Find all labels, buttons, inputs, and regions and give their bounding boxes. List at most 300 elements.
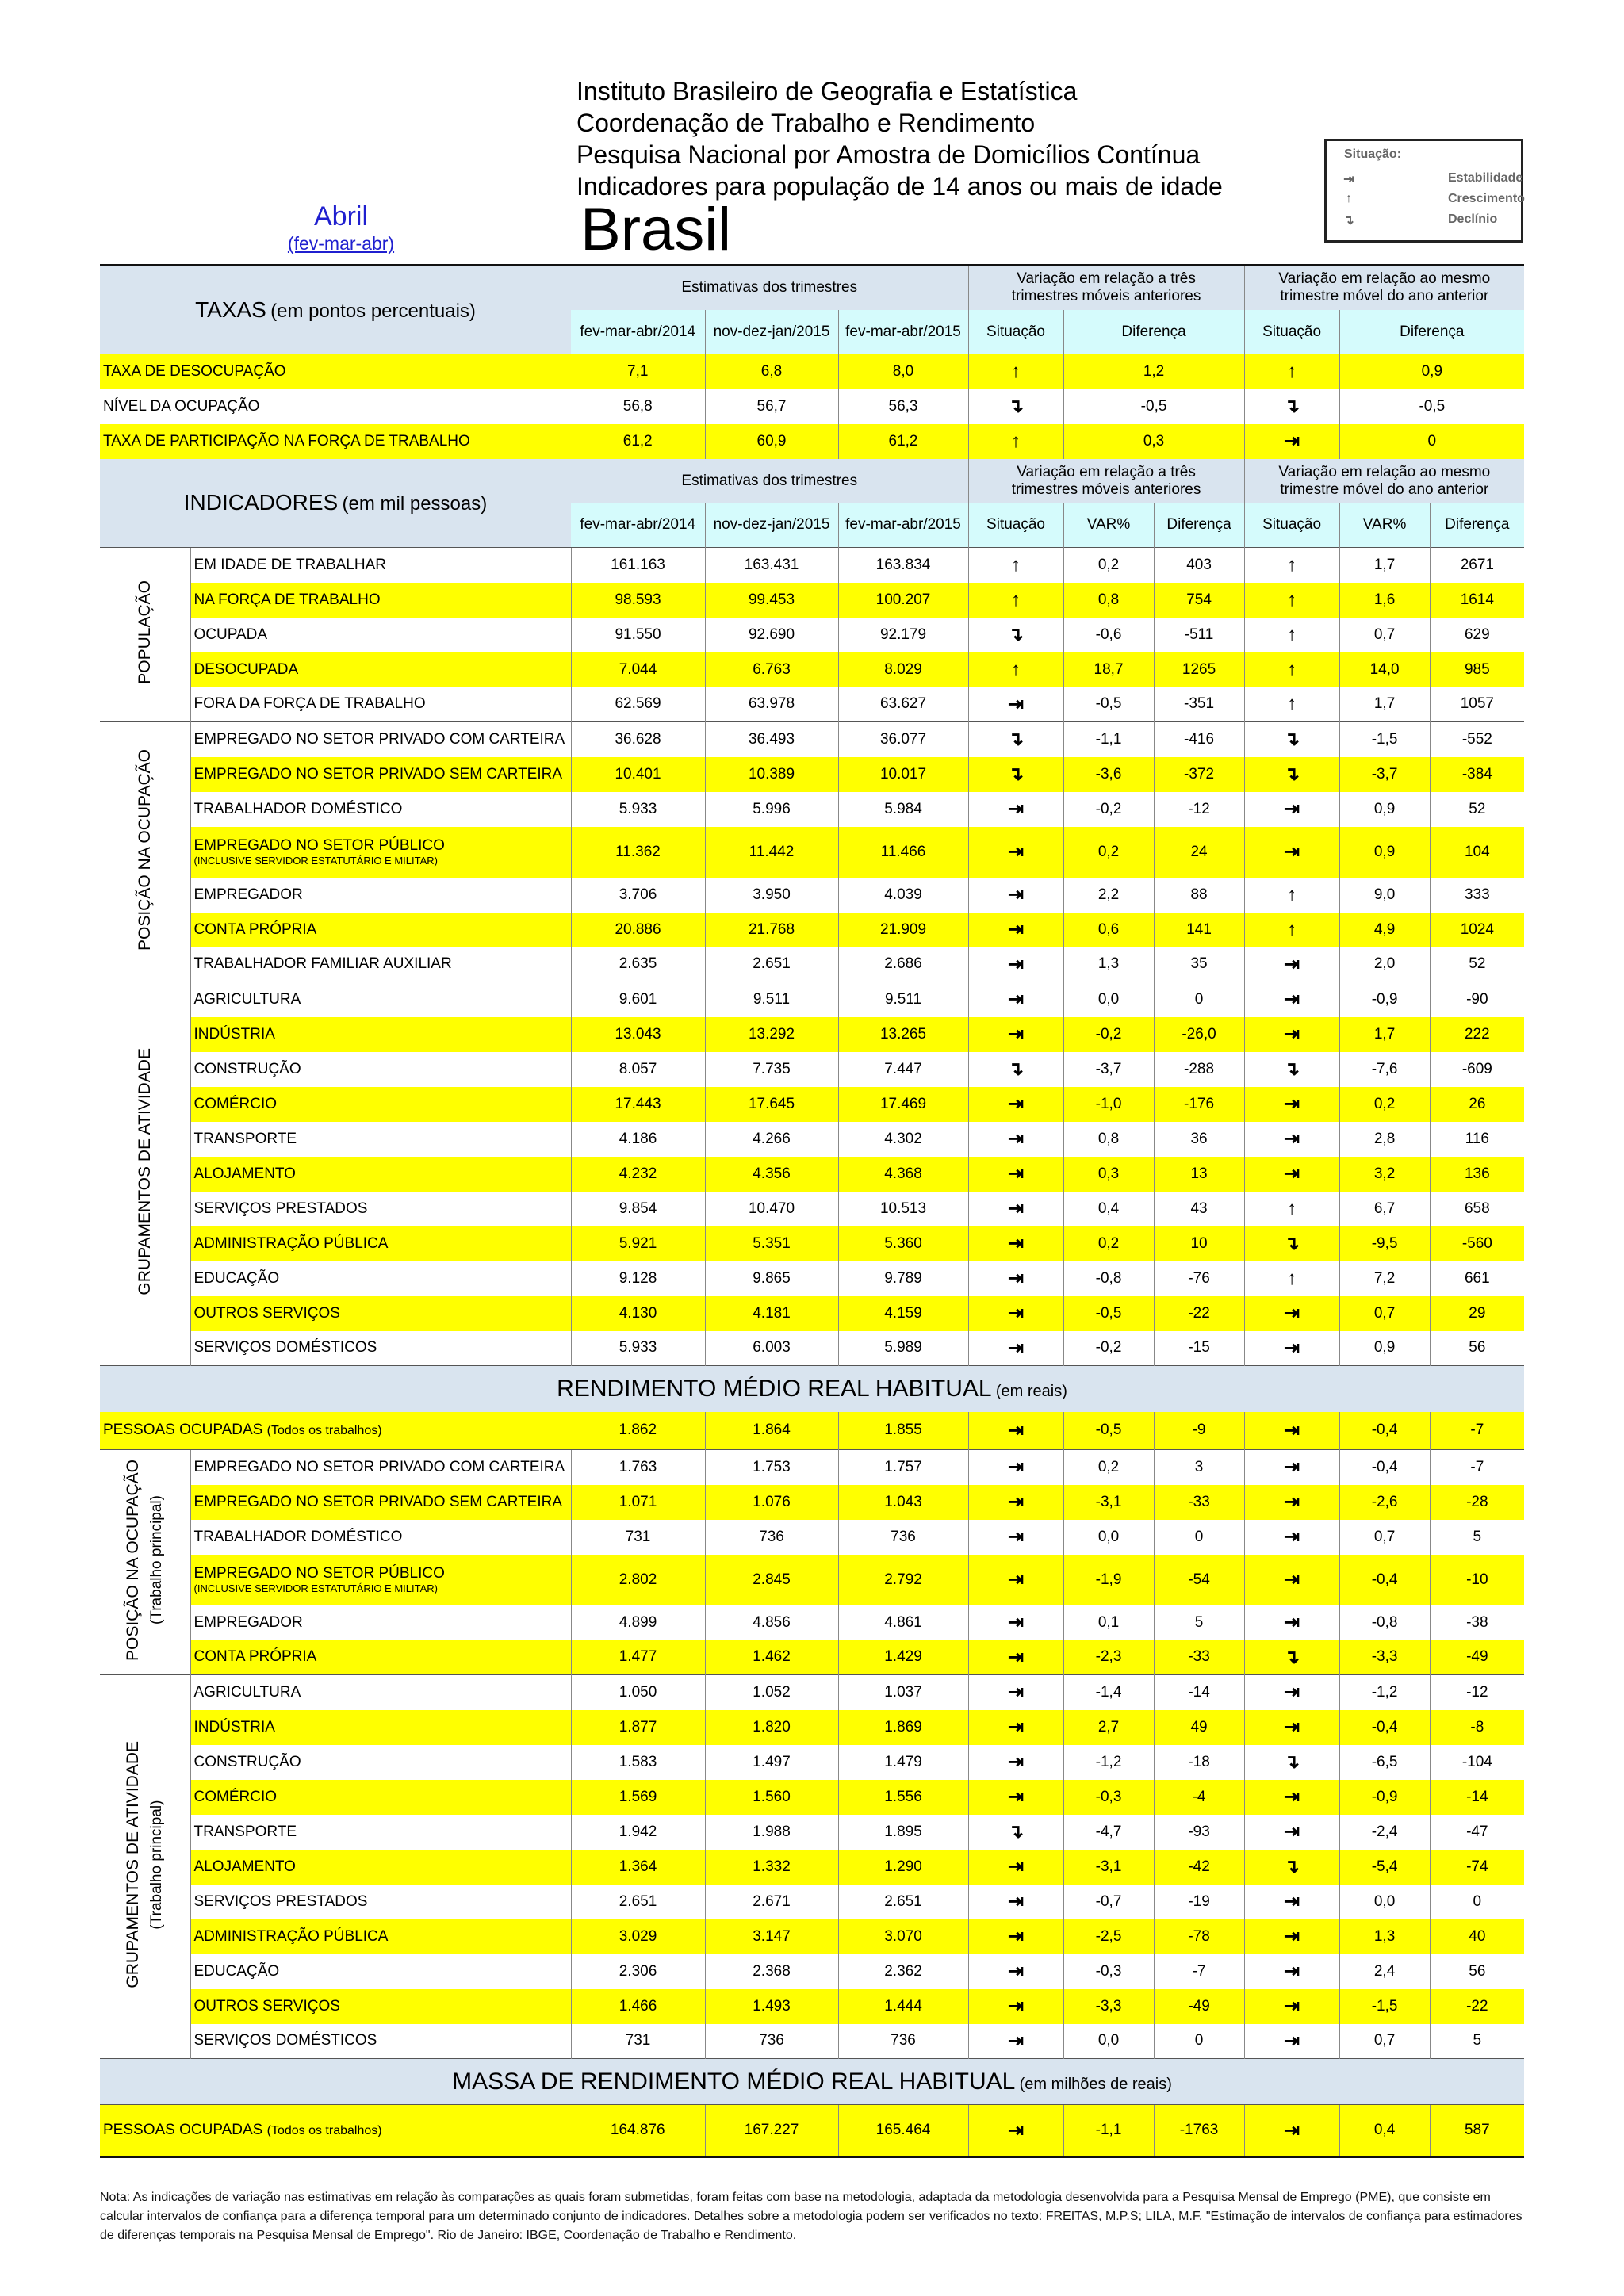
value-cell: 3,2 [1339,1157,1430,1192]
situation-cell [1244,583,1339,618]
group-label [121,1741,169,1988]
value-cell: 100.207 [838,583,968,618]
row-label [190,1989,571,2024]
row-label-text: SERVIÇOS PRESTADOS [193,1892,368,1910]
value-cell: 0,0 [1063,982,1154,1017]
situation-icon: ↑ [1011,553,1021,576]
value-cell: -288 [1154,1052,1244,1087]
data-row [100,827,1524,878]
data-row [100,583,1524,618]
row-label [190,1885,571,1919]
value-cell: 0,9 [1339,1331,1430,1366]
situation-cell [1244,687,1339,722]
value-cell: 5 [1154,1605,1244,1640]
row-label-sub: (INCLUSIVE SERVIDOR ESTATUTÁRIO E MILITAR) [193,854,438,867]
value-cell: 136 [1430,1157,1524,1192]
data-row [100,1296,1524,1331]
row-label-text: CONTA PRÓPRIA [193,920,317,938]
rendimento-section-cell [100,1366,1524,1412]
varano-header-line: Variação em relação ao mesmo [1278,270,1491,288]
value-cell: -12 [1154,792,1244,827]
situation-icon: ⇥ [1284,1996,1300,2017]
data-row [100,1745,1524,1780]
row-label-text: CONSTRUÇÃO [193,1753,301,1770]
situation-icon: ⇥ [1284,1682,1300,1704]
value-cell: -14 [1154,1675,1244,1710]
value-cell: 2,7 [1063,1710,1154,1745]
situation-icon: ⇥ [1284,1612,1300,1633]
value-cell: 0 [1154,982,1244,1017]
value-cell: 9.601 [571,982,705,1017]
row-label-text: OUTROS SERVIÇOS [193,1304,340,1322]
taxa-row [100,354,1524,389]
indicadores-title: INDICADORES [183,490,339,515]
value-cell: 1.050 [571,1675,705,1710]
value-cell: -0,7 [1063,1885,1154,1919]
situation-cell [968,1640,1063,1675]
value-cell: 1.862 [571,1412,705,1450]
value-cell: 5.984 [838,792,968,827]
value-cell: -49 [1154,1989,1244,2024]
row-label-text: SERVIÇOS DOMÉSTICOS [193,1339,377,1357]
situation-header: Situação [968,503,1063,548]
taxas-title: TAXAS [195,297,266,323]
value-cell: -2,3 [1063,1640,1154,1675]
value-cell: 0,2 [1339,1087,1430,1122]
value-cell: 4.266 [705,1122,838,1157]
situation-icon: ↴ [1284,763,1300,785]
value-cell: -1,2 [1063,1745,1154,1780]
value-cell: 1.556 [838,1780,968,1815]
value-cell: 1.583 [571,1745,705,1780]
row-label: TAXA DE PARTICIPAÇÃO NA FORÇA DE TRABALHO [100,424,571,459]
value-cell: -0,4 [1339,1450,1430,1485]
value-cell: -90 [1430,982,1524,1017]
value-cell: 0,7 [1339,618,1430,652]
situation-cell [1244,618,1339,652]
data-row [100,548,1524,583]
situation-cell [1244,1815,1339,1850]
value-cell: 52 [1430,792,1524,827]
value-cell: 7.735 [705,1052,838,1087]
value-cell: 1.043 [838,1485,968,1520]
situation-icon: ↴ [1284,396,1300,417]
situation-icon: ↑ [1287,623,1297,645]
value-cell: -1,5 [1339,1989,1430,2024]
situation-icon: ⇥ [1007,1751,1025,1773]
legend-item-growth [1341,192,1525,209]
group-label [133,1048,157,1295]
situation-cell [968,548,1063,583]
month-label: Abril [313,201,369,232]
value-cell: -1763 [1154,2105,1244,2157]
value-cell: 92.179 [838,618,968,652]
situation-cell [1244,1989,1339,2024]
situation-cell [1244,1850,1339,1885]
value-cell: 43 [1154,1192,1244,1226]
row-label [190,1780,571,1815]
situation-icon: ↴ [1007,396,1025,417]
value-cell: -3,1 [1063,1850,1154,1885]
value-cell: -0,8 [1339,1605,1430,1640]
value-cell: -22 [1430,1989,1524,2024]
situation-cell [1244,792,1339,827]
value-cell: 40 [1430,1919,1524,1954]
situation-legend [1324,139,1523,243]
value-cell: 0,2 [1063,1226,1154,1261]
value-cell: 13.292 [705,1017,838,1052]
group-label-sub: (Trabalho principal) [147,1800,165,1929]
value-cell: 0,2 [1063,548,1154,583]
situation-icon: ⇥ [1284,2119,1300,2141]
situation-icon: ⇥ [1284,1128,1300,1150]
row-label [190,1850,571,1885]
situation-icon: ↴ [1007,624,1025,645]
row-label-text: ALOJAMENTO [193,1165,296,1182]
varano-header-line: trimestre móvel do ano anterior [1280,288,1489,305]
difference-header: Diferença [1339,310,1524,354]
value-cell: 587 [1430,2105,1524,2157]
value-cell: 161.163 [571,548,705,583]
estimates-header: Estimativas dos trimestres [571,266,968,310]
situation-icon: ⇥ [1284,1926,1300,1947]
value-cell: 21.768 [705,913,838,947]
situation-cell [968,792,1063,827]
value-cell: -2,4 [1339,1815,1430,1850]
value-cell: -15 [1154,1331,1244,1366]
situation-cell [968,1226,1063,1261]
taxas-title-cell [100,266,571,354]
value-cell: -552 [1430,722,1524,757]
situation-cell [968,1052,1063,1087]
row-label-text: EDUCAÇÃO [193,1269,280,1287]
value-cell: 5.360 [838,1226,968,1261]
value-cell: 10.470 [705,1192,838,1226]
situation-cell [968,722,1063,757]
situation-cell [968,424,1063,459]
value-cell: 8.029 [838,652,968,687]
row-label [190,1192,571,1226]
value-cell: 1,6 [1339,583,1430,618]
situation-icon: ⇥ [1007,1682,1025,1704]
value-cell: 36 [1154,1122,1244,1157]
group-label-text: POSIÇÃO NA OCUPAÇÃO [123,1459,142,1661]
value-cell: -560 [1430,1226,1524,1261]
row-label [190,1017,571,1052]
value-cell: -0,9 [1339,1780,1430,1815]
value-cell: -26,0 [1154,1017,1244,1052]
value-cell: 5.933 [571,1331,705,1366]
situation-icon: ⇥ [1284,798,1300,820]
situation-cell [1244,757,1339,792]
value-cell: -1,1 [1063,722,1154,757]
value-cell: 0,8 [1063,1122,1154,1157]
value-cell: 7,2 [1339,1261,1430,1296]
situation-cell [1244,947,1339,982]
situation-icon: ⇥ [1007,1024,1025,1045]
varano-header [1244,459,1524,503]
value-cell: 1.290 [838,1850,968,1885]
situation-cell [1244,1017,1339,1052]
row-label-text: OUTROS SERVIÇOS [193,1997,340,2015]
value-cell: -3,7 [1063,1052,1154,1087]
row-label-text: TRABALHADOR DOMÉSTICO [193,1528,403,1545]
value-cell: -19 [1154,1885,1244,1919]
value-cell: 13.265 [838,1017,968,1052]
row-label-text: SERVIÇOS PRESTADOS [193,1200,368,1217]
data-row [100,1780,1524,1815]
value-cell: 11.362 [571,827,705,878]
situation-icon: ↴ [1007,763,1025,785]
situation-icon: ⇥ [1007,1856,1025,1877]
value-cell: 1.466 [571,1989,705,2024]
situation-icon: ↑ [1287,658,1297,680]
row-label [190,652,571,687]
value-cell: -351 [1154,687,1244,722]
value-cell: 0,2 [1063,827,1154,878]
value-cell: 9.128 [571,1261,705,1296]
value-cell: 5 [1430,2024,1524,2059]
situation-icon: ⇥ [1284,841,1300,863]
value-cell: -416 [1154,722,1244,757]
value-cell: 5.989 [838,1331,968,1366]
situation-icon: ⇥ [1007,1716,1025,1738]
value-cell: 26 [1430,1087,1524,1122]
value-cell: 0 [1154,2024,1244,2059]
row-label [190,1087,571,1122]
value-cell: -8 [1430,1710,1524,1745]
var3-header [968,459,1244,503]
value-cell: 36.493 [705,722,838,757]
difference-header: Diferença [1154,503,1244,548]
group-label-text: GRUPAMENTOS DE ATIVIDADE [135,1047,154,1295]
situation-icon: ⇥ [1284,2030,1300,2052]
value-cell: -2,5 [1063,1919,1154,1954]
legend-title: Situação: [1344,147,1402,161]
situation-icon: ⇥ [1007,1419,1025,1441]
massa-section [100,2059,1524,2105]
value-cell: 1057 [1430,687,1524,722]
table-body [100,266,1524,2157]
value-cell: -1,0 [1063,1087,1154,1122]
value-cell: 9.854 [571,1192,705,1226]
value-cell: -18 [1154,1745,1244,1780]
value-cell: 63.627 [838,687,968,722]
value-cell: 1.988 [705,1815,838,1850]
situation-header: Situação [968,310,1063,354]
value-cell: 333 [1430,878,1524,913]
row-label-text: ALOJAMENTO [193,1858,296,1875]
methodology-note: Nota: As indicações de variação nas estimativas em relação às comparações as quais foram submetidas, foram feitas com base na metodologia, adaptada da metodologia desenvolvida para a Pesquisa Mensal de Emprego (PME), que consiste em calcular intervalos de confiança para a diferença temporal para um determinado conjunto de indicadores. Detalhes sobre a metodologia podem ser verificados no texto: FREITAS, M.P.S; LILA, M.F. "Estimação de intervalos de confiança para estimadores de diferenças temporais na Pesquisa Mensal de Emprego". Rio de Janeiro: IBGE, Coordenação de Trabalho e Rendimento. [100,2191,1522,2242]
situation-icon: ⇥ [1007,1303,1025,1324]
value-cell: -0,5 [1063,1296,1154,1331]
row-label [190,1919,571,1954]
value-cell: 29 [1430,1296,1524,1331]
value-cell: 3.070 [838,1919,968,1954]
situation-icon: ⇥ [1007,1612,1025,1633]
value-cell: 2.635 [571,947,705,982]
value-cell: 731 [571,1520,705,1555]
situation-icon: ↑ [1011,430,1021,452]
group-label-text: POPULAÇÃO [135,580,154,684]
row-label [190,2024,571,2059]
data-row [100,1919,1524,1954]
situation-cell [1244,1640,1339,1675]
value-cell: 0,7 [1339,1296,1430,1331]
situation-icon: ⇥ [1007,1128,1025,1150]
value-cell: 24 [1154,827,1244,878]
value-cell: 17.469 [838,1087,968,1122]
value-cell: 8.057 [571,1052,705,1087]
situation-cell [1244,1605,1339,1640]
value-cell: 1.763 [571,1450,705,1485]
value-cell: 9,0 [1339,878,1430,913]
row-label-text: PESSOAS OCUPADAS [103,1422,263,1439]
value-cell: 5.996 [705,792,838,827]
row-label [190,1052,571,1087]
value-cell: 4.899 [571,1605,705,1640]
data-row [100,757,1524,792]
value-cell: 4,9 [1339,913,1430,947]
situation-icon: ⇥ [1007,2119,1025,2141]
situation-icon: ↴ [1007,1821,1025,1843]
value-cell: -5,4 [1339,1850,1430,1885]
data-row [100,1989,1524,2024]
situation-icon: ⇥ [1284,1526,1300,1548]
value-cell: 1,7 [1339,687,1430,722]
value-cell: 2.802 [571,1555,705,1605]
situation-cell [968,687,1063,722]
situation-cell [1244,354,1339,389]
value-cell: 1,7 [1339,548,1430,583]
row-label-text: OCUPADA [193,626,268,643]
situation-icon: ⇥ [1007,1786,1025,1808]
value-cell: -78 [1154,1919,1244,1954]
value-cell: 1.444 [838,1989,968,2024]
section-unit: (em reais) [995,1382,1067,1400]
situation-cell [1244,1296,1339,1331]
value-cell: -3,3 [1339,1640,1430,1675]
value-cell: 0,7 [1339,2024,1430,2059]
situation-cell [968,982,1063,1017]
situation-icon: ⇥ [1284,1024,1300,1045]
value-cell: -0,3 [1063,1954,1154,1989]
situation-icon: ⇥ [1007,1526,1025,1548]
stability-icon: ⇥ [1343,173,1354,186]
row-label-text: INDÚSTRIA [193,1025,275,1043]
situation-cell [968,1780,1063,1815]
value-cell: 56 [1430,1954,1524,1989]
row-label-text: EMPREGADO NO SETOR PRIVADO SEM CARTEIRA [193,765,563,783]
varano-header-line: Variação em relação ao mesmo [1278,463,1491,480]
value-cell: 13.043 [571,1017,705,1052]
value-cell: 4.368 [838,1157,968,1192]
row-label [190,827,571,878]
header-line-3: Pesquisa Nacional por Amostra de Domicílios Contínua [576,140,1201,169]
row-label [190,548,571,583]
value-cell: 5.921 [571,1226,705,1261]
value-cell: 1024 [1430,913,1524,947]
value-cell: 1.569 [571,1780,705,1815]
group-label-sub: (Trabalho principal) [147,1495,165,1624]
value-cell: -1,4 [1063,1675,1154,1710]
situation-cell [1244,878,1339,913]
value-cell: -511 [1154,618,1244,652]
situation-cell [1244,1192,1339,1226]
value-cell: 0,6 [1063,913,1154,947]
situation-cell [968,1745,1063,1780]
situation-icon: ↑ [1287,360,1297,382]
group-label [133,749,157,951]
value-cell: 11.466 [838,827,968,878]
value-cell: 3.147 [705,1919,838,1954]
value-cell: 731 [571,2024,705,2059]
value-cell: -7 [1154,1954,1244,1989]
value-cell: -14 [1430,1780,1524,1815]
var3-header-line: trimestres móveis anteriores [1011,480,1201,498]
rendimento-section [100,1366,1524,1412]
value-cell: 1.037 [838,1675,968,1710]
value-cell: -0,6 [1063,618,1154,652]
row-label [190,1745,571,1780]
data-row [100,722,1524,757]
row-label [190,1450,571,1485]
value-cell: -10 [1430,1555,1524,1605]
data-row [100,1450,1524,1485]
value-cell: 9.865 [705,1261,838,1296]
value-cell: -9 [1154,1412,1244,1450]
value-cell: 1.497 [705,1745,838,1780]
data-row [100,652,1524,687]
situation-cell [968,583,1063,618]
value-cell: -1,9 [1063,1555,1154,1605]
data-row [100,1555,1524,1605]
value-cell: 2671 [1430,548,1524,583]
situation-cell [1244,827,1339,878]
row-label-text: EMPREGADOR [193,1613,303,1631]
row-label [190,913,571,947]
taxa-row [100,424,1524,459]
value-cell: 1,2 [1063,354,1244,389]
value-cell: 1.052 [705,1675,838,1710]
row-label-text: TRANSPORTE [193,1823,297,1840]
row-label: NÍVEL DA OCUPAÇÃO [103,397,260,415]
value-cell: 0,0 [1339,1885,1430,1919]
period-label: (fev-mar-abr) [287,233,395,254]
data-row [100,1885,1524,1919]
data-row [100,1675,1524,1710]
section-unit: (em milhões de reais) [1019,2075,1172,2093]
value-cell: 4.130 [571,1296,705,1331]
value-cell: 7.044 [571,652,705,687]
situation-cell [1244,1261,1339,1296]
legend-item-stability [1341,171,1523,189]
situation-cell [968,1017,1063,1052]
row-label-text: AGRICULTURA [193,990,301,1008]
section-title: RENDIMENTO MÉDIO REAL HABITUAL [557,1375,992,1402]
situation-icon: ⇥ [1284,1456,1300,1479]
group-label-text: GRUPAMENTOS DE ATIVIDADE [123,1740,142,1988]
value-cell: 222 [1430,1017,1524,1052]
value-cell: 1.895 [838,1815,968,1850]
value-cell: 1.869 [838,1710,968,1745]
value-cell: 2.686 [838,947,968,982]
row-label [190,1710,571,1745]
situation-cell [968,1555,1063,1605]
row-label-text: CONTA PRÓPRIA [193,1648,317,1666]
row-label-text: EMPREGADO NO SETOR PRIVADO COM CARTEIRA [193,1458,565,1475]
header-line-1: Instituto Brasileiro de Geografia e Estatística [576,77,1078,105]
